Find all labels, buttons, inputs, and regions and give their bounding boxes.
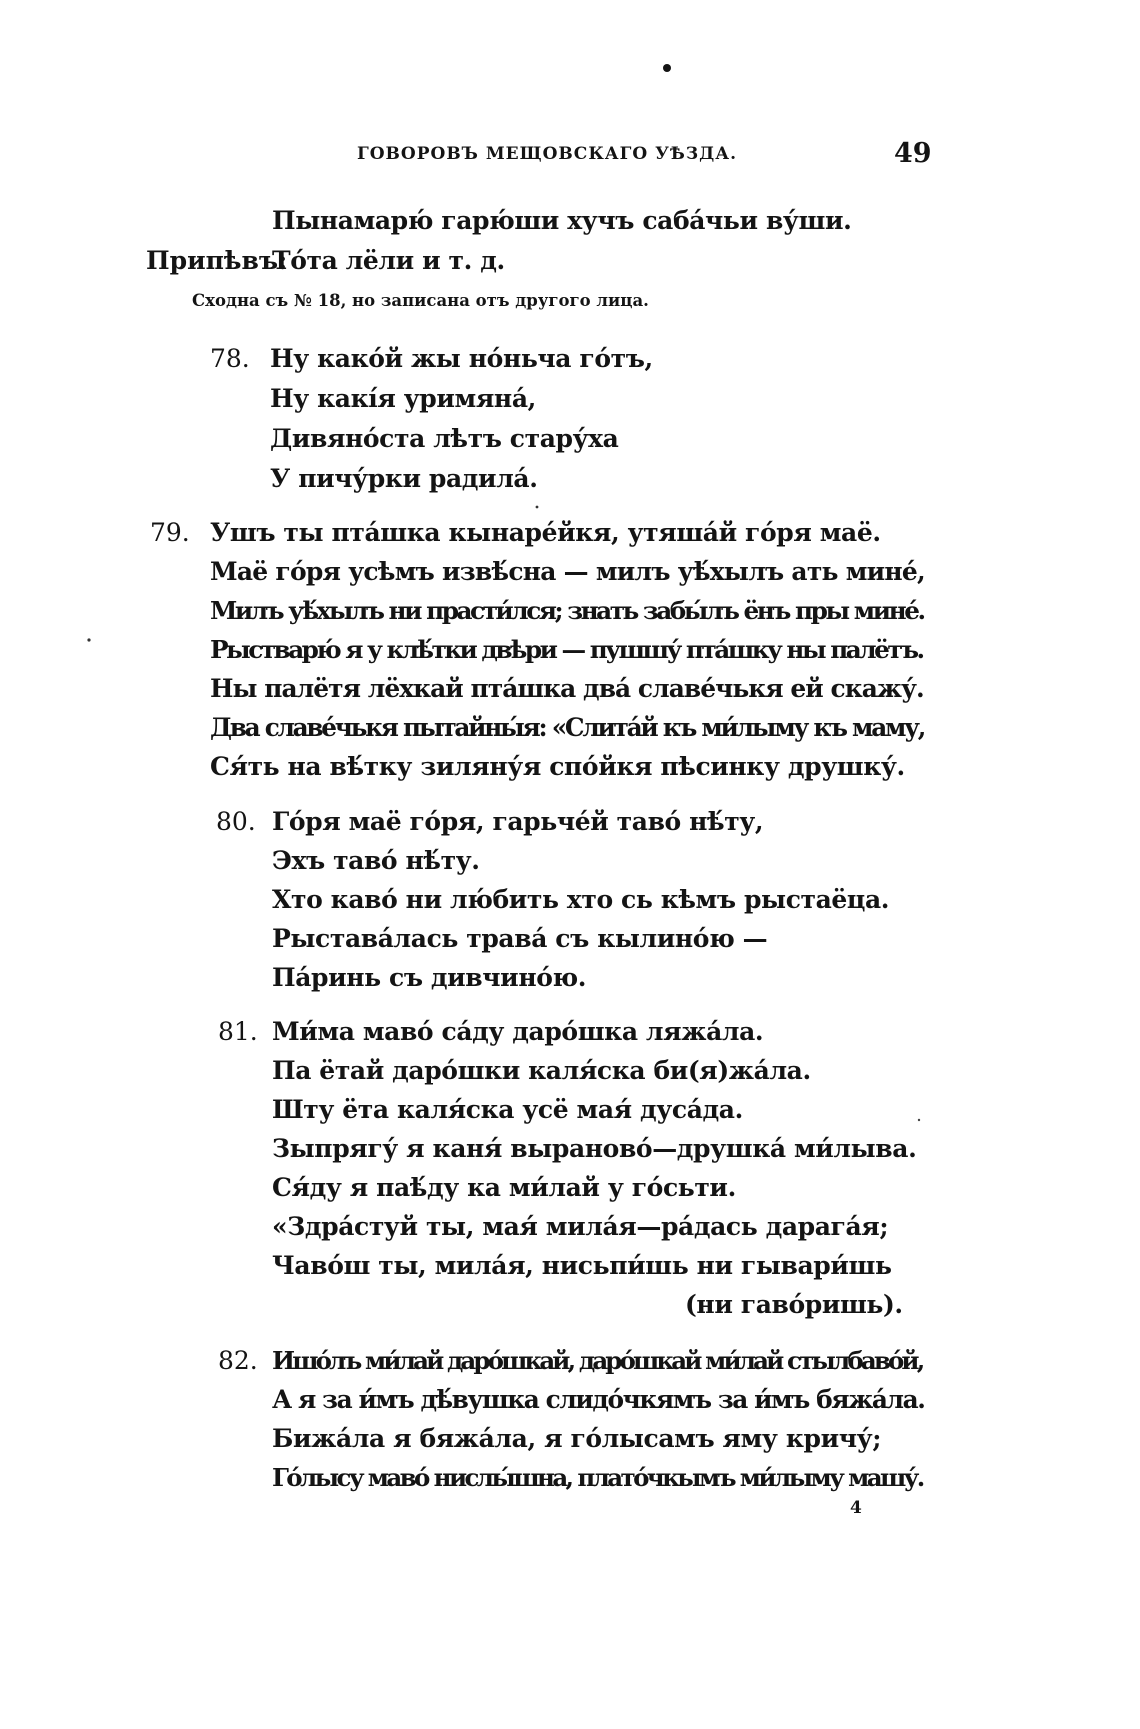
verse-line: Го́лысу маво́ нислы́шна, плато́чкымъ ми́лыму машу́.: [272, 1463, 923, 1492]
verse-line: Зыпрягу́ я каня́ выраново́—друшка́ ми́лыва.: [272, 1134, 917, 1163]
verse-line: Хто каво́ ни лю́бить хто сь кѣмъ рыстаёца.: [272, 885, 890, 914]
verse-line: А я за и́мъ дѣ́вушка слидо́чкямъ за и́мъ бяжа́ла.: [272, 1385, 925, 1414]
refrain-label: Припѣвъ:: [146, 246, 288, 275]
song-number: 81.: [218, 1017, 258, 1046]
verse-line: Рыстварю́ я у клѣ́тки двѣри — пушшу́ пта́шку ны палётъ.: [210, 635, 923, 664]
verse-line: Ми́ма маво́ са́ду даро́шка ляжа́ла.: [272, 1017, 764, 1046]
verse-line: Чаво́ш ты, мила́я, нисьпи́шь ни гывари́шь: [272, 1251, 892, 1280]
verse-line: Дивяно́ста лѣтъ стару́ха: [270, 424, 619, 453]
verse-line: Па ётай даро́шки каля́ска би(я)жа́ла.: [272, 1056, 811, 1085]
verse-line: Ну како́й жы но́ньча го́тъ,: [270, 344, 653, 373]
verse-line: Ну какі́я уримяна́,: [270, 384, 536, 413]
verse-line: Ся́ть на вѣ́тку зиляну́я спо́йкя пѣсинку друшку́.: [210, 752, 905, 781]
verse-line: Маё го́ря усѣмъ извѣ́сна — милъ уѣ́хылъ ать мине́,: [210, 557, 926, 586]
verse-line-continuation: (ни гаво́ришь).: [685, 1290, 903, 1319]
verse-line: Ны палётя лёхкай пта́шка два́ славе́чькя ей скажу́.: [210, 674, 924, 703]
verse-line: У пичу́рки радила́.: [270, 464, 538, 493]
verse-line: Ушъ ты пта́шка кынаре́йкя, утяша́й го́ря маё.: [210, 518, 881, 547]
intro-line: Пынамарю́ гарю́ши хучъ саба́чьи ву́ши.: [272, 206, 852, 235]
refrain-text: То́та лёли и т. д.: [272, 246, 505, 275]
song-number: 82.: [218, 1346, 258, 1375]
verse-line: Ишо́лъ ми́лай даро́шкай, даро́шкай ми́лай стылбаво́й,: [272, 1346, 923, 1375]
verse-line: Два славе́чькя пытайны́я: «Слита́й къ ми́лыму къ маму,: [210, 713, 925, 742]
verse-line: Эхъ таво́ нѣ́ту.: [272, 846, 480, 875]
verse-line: Милъ уѣ́хылъ ни прасти́лся; знать забы́лъ ёнъ пры мине́.: [210, 596, 924, 625]
verse-line: Бижа́ла я бяжа́ла, я го́лысамъ яму кричу́;: [272, 1424, 882, 1453]
verse-line: Рыстава́лась трава́ съ кылино́ю —: [272, 924, 768, 953]
song-number: 79.: [150, 518, 190, 547]
verse-line: Па́ринь съ дивчино́ю.: [272, 963, 587, 992]
source-note: Сходна съ № 18, но записана отъ другого лица.: [192, 291, 649, 310]
song-number: 78.: [210, 344, 250, 373]
verse-line: Го́ря маё го́ря, гарьче́й таво́ нѣ́ту,: [272, 807, 764, 836]
song-number: 80.: [216, 807, 256, 836]
verse-line: «Здра́стуй ты, мая́ мила́я—ра́дась дарага́я;: [272, 1212, 889, 1241]
page-number: 49: [894, 138, 932, 169]
verse-line: Ся́ду я паѣ́ду ка ми́лай у го́сьти.: [272, 1173, 736, 1202]
printer-signature: 4: [850, 1498, 862, 1518]
verse-line: Шту ёта каля́ска усё мая́ дуса́да.: [272, 1095, 743, 1124]
running-head: ГОВОРОВЪ МЕЩОВСКАГО УѢЗДА.: [357, 144, 738, 164]
